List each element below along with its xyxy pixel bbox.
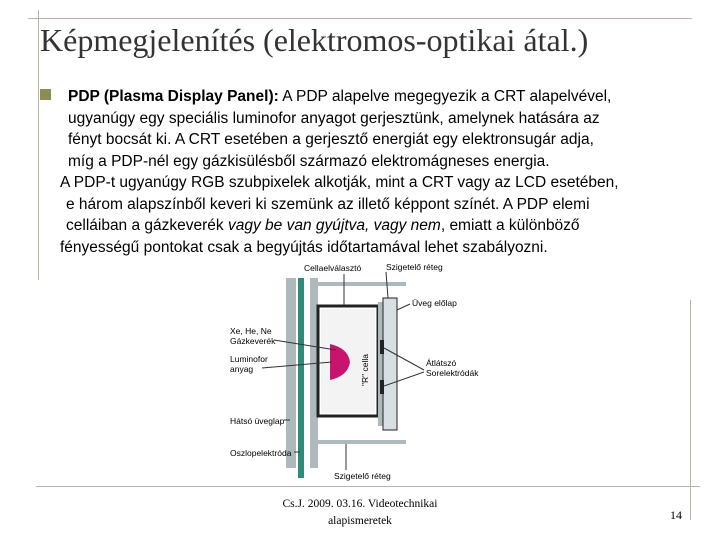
body-line-8: fényességű pontokat csak a begyújtás időtartamával lehet szabályozni. bbox=[60, 239, 548, 256]
label-luminofor-line2: anyag bbox=[230, 364, 254, 374]
column-electrode bbox=[298, 278, 304, 478]
label-oszlopelektroda: Oszlopelektróda bbox=[230, 448, 292, 458]
row-electrode-lower bbox=[380, 380, 384, 394]
label-r-cella: "R" cella bbox=[360, 353, 370, 386]
footer-line-1: Cs.J. 2009. 03.16. Videotechnikai bbox=[282, 498, 438, 510]
label-gaz-line1: Xe, He, Ne bbox=[230, 326, 272, 336]
label-cellaelvalaszto: Cellaelválasztó bbox=[304, 263, 362, 273]
label-szigetelo-top: Szigetelő réteg bbox=[386, 262, 443, 272]
body-line-5: A PDP-t ugyanúgy RGB szubpixelek alkotják, mint a CRT vagy az LCD esetében, bbox=[60, 174, 619, 191]
front-glass-plate bbox=[383, 298, 397, 430]
body-line-2: ugyanúgy egy speciális luminofor anyagot gerjesztünk, amelynek hatására az bbox=[68, 110, 600, 127]
row-electrode-upper bbox=[380, 340, 384, 354]
line7-post: , emiatt a különböző bbox=[440, 217, 580, 234]
line7-pre: celláiban a gázkeverék bbox=[66, 217, 228, 234]
pdp-cell-svg bbox=[226, 262, 526, 486]
bullet-marker bbox=[40, 89, 51, 100]
dielectric-layer bbox=[378, 302, 383, 426]
line7-italic: vagy be van gyújtva, vagy nem bbox=[228, 217, 441, 234]
label-uveg-ellap: Üveg előlap bbox=[412, 298, 457, 308]
label-szigetelo-bottom: Szigetelő réteg bbox=[334, 471, 391, 481]
body-line-4: míg a PDP-nél egy gázkisülésből származó elektromágneses energia. bbox=[68, 153, 550, 170]
frame-bottom-line bbox=[36, 486, 700, 487]
slide-title: Képmegjelenítés (elektromos-optikai átal.) bbox=[40, 22, 589, 58]
footer-line-2: alapismeretek bbox=[328, 515, 392, 527]
body-line-1 bbox=[68, 86, 611, 108]
bottom-insulator bbox=[318, 440, 406, 444]
label-atlatszo-line2: Sorelektródák bbox=[426, 368, 479, 378]
top-insulator bbox=[318, 282, 406, 286]
lead-bold-text: PDP (Plasma Display Panel): bbox=[68, 88, 279, 105]
label-hatso-uveglap: Hátsó üveglap bbox=[230, 416, 285, 426]
label-luminofor-line1: Luminofor bbox=[230, 354, 268, 364]
page-number: 14 bbox=[670, 508, 682, 522]
frame-right-line bbox=[690, 300, 691, 520]
line1-rest: A PDP alapelve megegyezik a CRT alapelvével, bbox=[278, 88, 612, 105]
body-line-3: fényt bocsát ki. A CRT esetében a gerjesztő energiát egy elektronsugár adja, bbox=[68, 131, 594, 148]
body-line-6: e három alapszínből keveri ki szemünk az illető képpont színét. A PDP elemi bbox=[66, 196, 590, 213]
body-line-7 bbox=[66, 215, 580, 237]
label-atlatszo-line1: Átlátszó bbox=[426, 358, 457, 368]
pdp-cell-diagram bbox=[226, 262, 526, 486]
label-gaz-line2: Gázkeverék bbox=[230, 336, 276, 346]
back-glass-plate bbox=[286, 278, 296, 468]
frame-left-line bbox=[38, 10, 39, 280]
footer-text bbox=[260, 496, 460, 530]
